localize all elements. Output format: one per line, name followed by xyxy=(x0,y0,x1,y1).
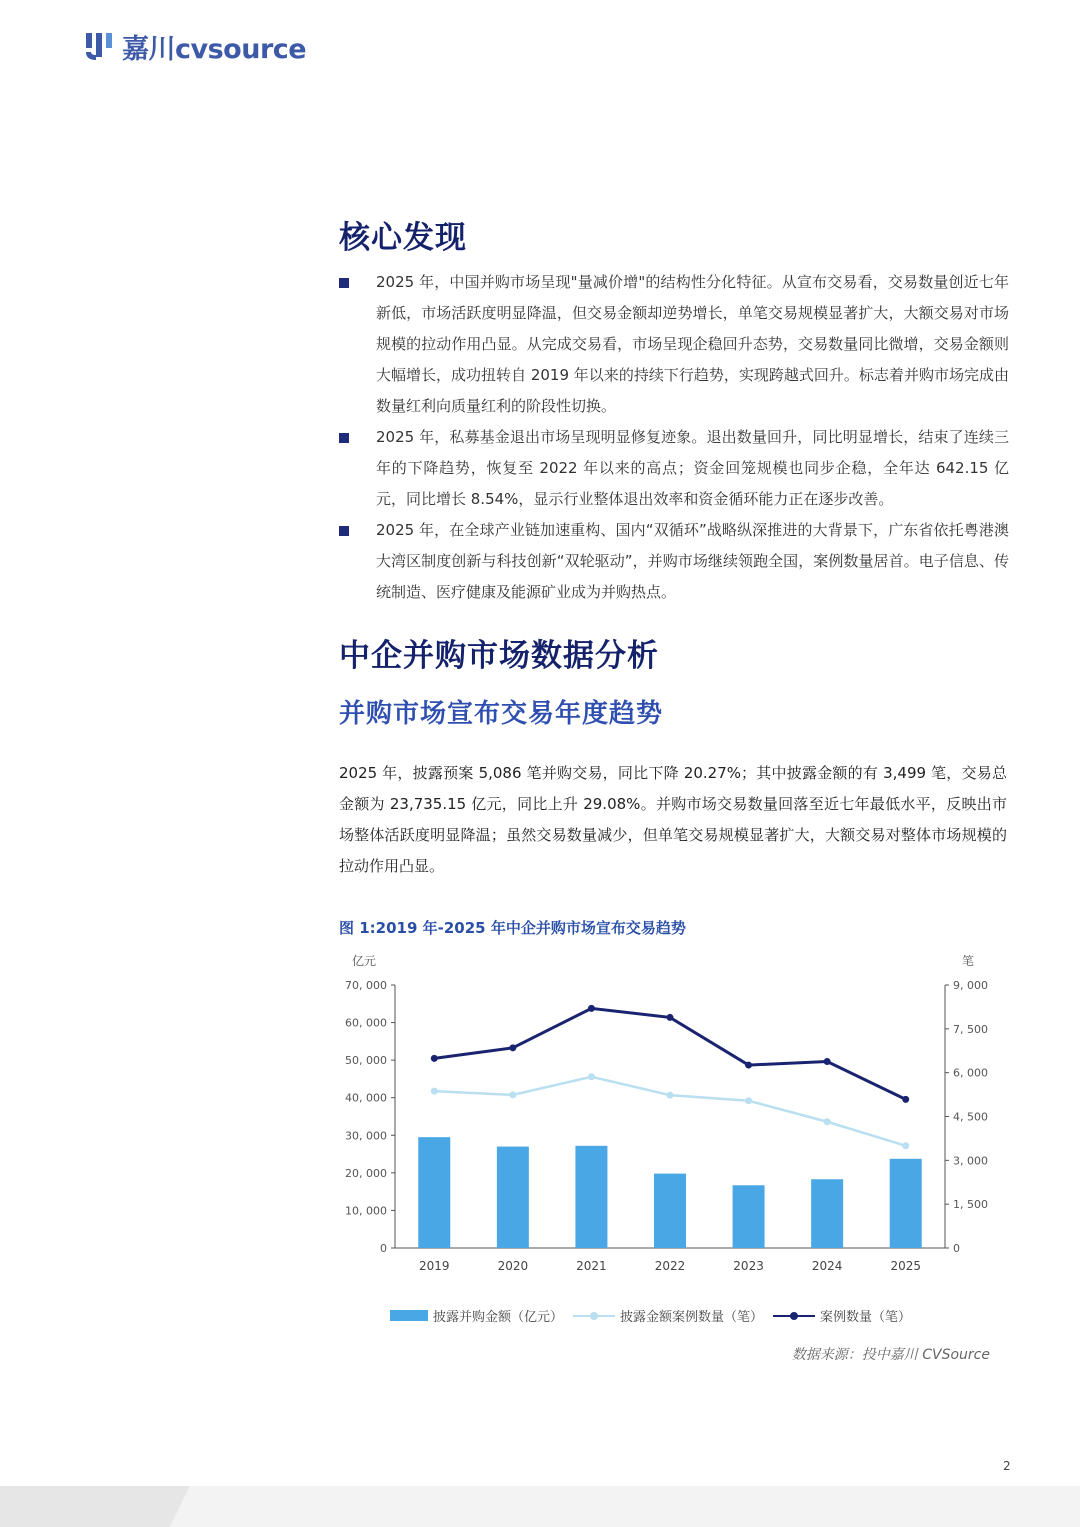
right-tick-label: 9, 000 xyxy=(953,979,988,992)
point-case-count-2021 xyxy=(588,1005,595,1012)
logo-text: 嘉川cvsource xyxy=(122,33,307,65)
left-tick-label: 40, 000 xyxy=(345,1091,387,1105)
point-disclosed-count-2021 xyxy=(588,1073,595,1080)
trend-chart xyxy=(330,945,1010,1273)
footer-band xyxy=(0,1486,1080,1527)
analysis-title: 中企并购市场数据分析 xyxy=(339,638,659,674)
legend-item-disclosed-count xyxy=(573,1306,763,1325)
point-case-count-2024 xyxy=(824,1058,831,1065)
left-tick-label: 10, 000 xyxy=(345,1204,387,1218)
left-axis-unit: 亿元 xyxy=(351,954,377,968)
legend-item-amount xyxy=(390,1306,563,1325)
bar-amount-2020 xyxy=(497,1147,529,1248)
page-number: 2 xyxy=(1003,1459,1011,1473)
point-disclosed-count-2023 xyxy=(745,1097,752,1104)
chart-legend xyxy=(390,1306,921,1325)
analysis-paragraph: 2025 年，披露预案 5,086 笔并购交易，同比下降 20.27%；其中披露金额的有 3,499 笔，交易总金额为 23,735.15 亿元，同比上升 29.08%。并购市场交易数量回落至近七年最低水平，反映出市场整体活跃度明显降温；虽然交易数量减少，但单笔交易规模显著扩大，大额交易对整体市场规模的拉动作用凸显。 xyxy=(339,764,1007,875)
x-tick-label: 2019 xyxy=(419,1259,450,1273)
x-tick-label: 2024 xyxy=(811,1259,843,1273)
x-tick-label: 2023 xyxy=(733,1259,764,1273)
point-disclosed-count-2022 xyxy=(667,1092,674,1099)
core-findings-title: 核心发现 xyxy=(339,220,467,256)
line-disclosed-count xyxy=(434,1077,905,1146)
finding-item xyxy=(339,267,1009,422)
left-tick-label: 20, 000 xyxy=(345,1166,387,1180)
finding-text: 2025 年，中国并购市场呈现"量减价增"的结构性分化特征。从宣布交易看，交易数量创近七年新低，市场活跃度明显降温，但交易金额却逆势增长，单笔交易规模显著扩大，大额交易对市场规模的拉动作用凸显。从完成交易看，市场呈现企稳回升态势，交易数量同比微增，交易金额则大幅增长，成功扭转自 2019 年以来的持续下行趋势，实现跨越式回升。标志着并购市场完成由数量红利向质量红利的阶段性切换。 xyxy=(376,273,1009,415)
point-case-count-2023 xyxy=(745,1062,752,1069)
finding-text: 2025 年，在全球产业链加速重构、国内“双循环”战略纵深推进的大背景下，广东省依托粤港澳大湾区制度创新与科技创新“双轮驱动”，并购市场继续领跑全国，案例数量居首。电子信息、传统制造、医疗健康及能源矿业成为并购热点。 xyxy=(376,521,1009,601)
right-tick-label: 3, 000 xyxy=(953,1154,988,1168)
point-case-count-2025 xyxy=(902,1096,909,1103)
finding-item xyxy=(339,422,1009,515)
point-case-count-2019 xyxy=(431,1055,438,1062)
left-tick-label: 30, 000 xyxy=(345,1129,387,1143)
legend-line-swatch xyxy=(573,1315,615,1317)
legend-item-case-count xyxy=(773,1306,911,1325)
point-disclosed-count-2024 xyxy=(824,1118,831,1125)
point-disclosed-count-2020 xyxy=(509,1091,516,1098)
right-axis xyxy=(945,954,988,1255)
point-case-count-2022 xyxy=(667,1014,674,1021)
right-tick-label: 4, 500 xyxy=(953,1110,988,1124)
left-tick-label: 70, 000 xyxy=(345,979,387,992)
data-source: 数据来源：投中嘉川 CVSource xyxy=(791,1347,990,1363)
left-tick-label: 0 xyxy=(380,1242,387,1255)
figure-title: 图 1:2019 年-2025 年中企并购市场宣布交易趋势 xyxy=(339,919,686,937)
right-tick-label: 1, 500 xyxy=(953,1198,988,1212)
legend-bar-swatch xyxy=(390,1310,428,1321)
x-tick-label: 2020 xyxy=(497,1259,529,1273)
x-axis-labels xyxy=(419,1259,921,1273)
x-tick-label: 2022 xyxy=(654,1259,686,1273)
bullet-square-icon xyxy=(339,278,349,288)
point-disclosed-count-2019 xyxy=(431,1088,438,1095)
right-axis-unit: 笔 xyxy=(961,954,975,968)
bar-series xyxy=(418,1137,921,1248)
analysis-subtitle: 并购市场宣布交易年度趋势 xyxy=(339,699,664,729)
point-case-count-2020 xyxy=(509,1044,516,1051)
right-tick-label: 0 xyxy=(953,1242,960,1255)
bar-amount-2024 xyxy=(811,1179,843,1248)
bar-amount-2022 xyxy=(654,1174,686,1248)
core-findings-list xyxy=(339,267,1009,608)
left-tick-label: 50, 000 xyxy=(345,1054,387,1068)
bar-amount-2025 xyxy=(890,1159,922,1248)
right-tick-label: 6, 000 xyxy=(953,1066,988,1080)
legend-label: 案例数量（笔） xyxy=(820,1310,912,1325)
finding-text: 2025 年，私募基金退出市场呈现明显修复迹象。退出数量回升，同比明显增长，结束了连续三年的下降趋势，恢复至 2022 年以来的高点；资金回笼规模也同步企稳，全年达 642.15 亿元，同比增长 8.54%，显示行业整体退出效率和资金循环能力正在逐步改善。 xyxy=(376,428,1009,508)
finding-item xyxy=(339,515,1009,608)
left-tick-label: 60, 000 xyxy=(345,1016,387,1030)
bar-amount-2023 xyxy=(733,1185,765,1248)
bar-amount-2019 xyxy=(418,1137,450,1248)
bullet-square-icon xyxy=(339,433,349,443)
legend-label: 披露并购金额（亿元） xyxy=(433,1310,564,1325)
legend-line-swatch xyxy=(773,1315,815,1317)
brand-logo xyxy=(84,28,306,64)
bar-amount-2021 xyxy=(575,1146,607,1248)
bullet-square-icon xyxy=(339,526,349,536)
right-tick-label: 7, 500 xyxy=(953,1022,988,1036)
line-case-count xyxy=(434,1008,905,1099)
x-tick-label: 2025 xyxy=(890,1259,921,1273)
line-series xyxy=(431,1005,909,1149)
legend-label: 披露金额案例数量（笔） xyxy=(620,1310,764,1325)
point-disclosed-count-2025 xyxy=(902,1142,909,1149)
x-tick-label: 2021 xyxy=(576,1259,607,1273)
logo-mark-icon xyxy=(84,30,116,62)
